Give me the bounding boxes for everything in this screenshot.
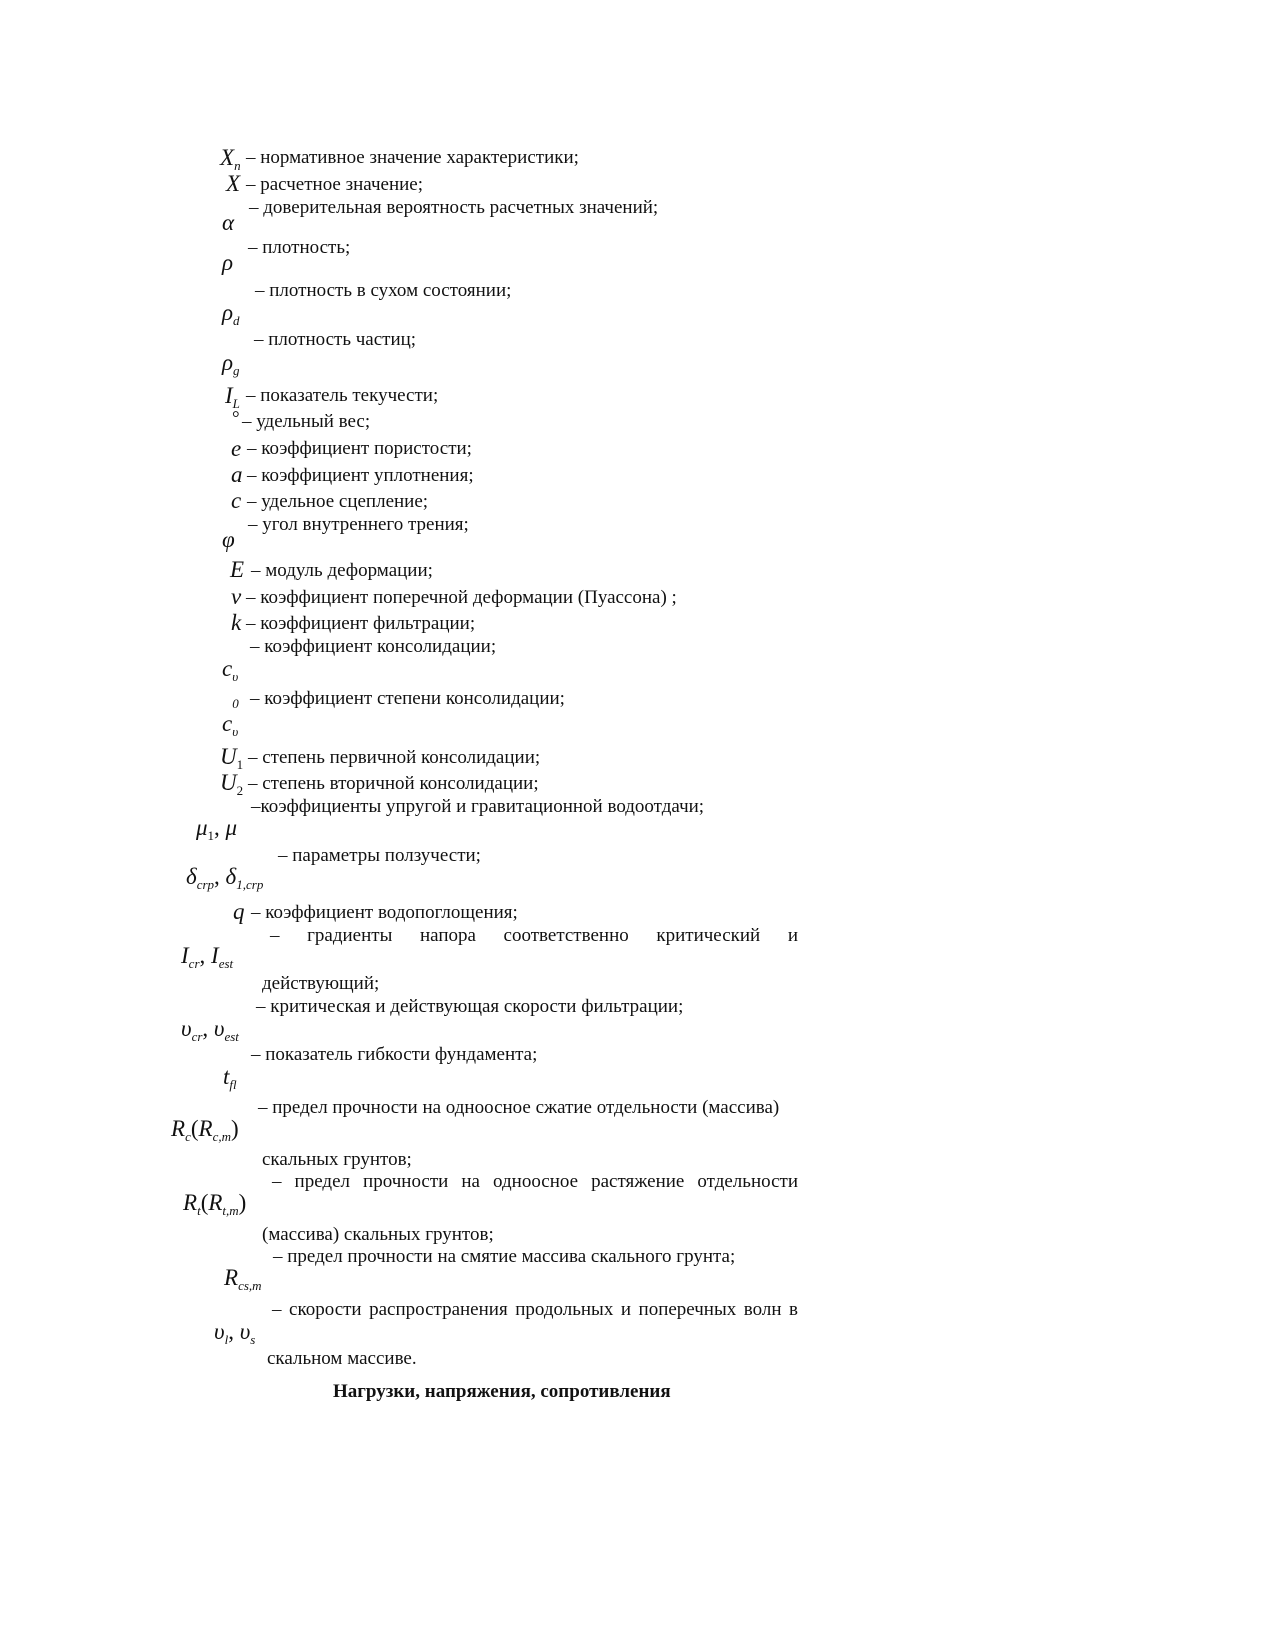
definition-text: – коэффициент фильтрации; [246, 613, 476, 634]
definition-text: – модуль деформации; [251, 560, 433, 581]
symbol-phi: φ [222, 527, 235, 552]
symbol-rho: ρ [222, 250, 234, 275]
definition-text: – скорости распространения продольных и поперечных волн в [272, 1299, 798, 1320]
symbol-x: X [226, 171, 241, 196]
definition-text: – коэффициент водопоглощения; [251, 902, 518, 923]
symbol-a: a [231, 462, 243, 487]
definition-text: – доверительная вероятность расчетных значений; [249, 197, 659, 218]
definition-continuation: скальном массиве. [267, 1348, 417, 1369]
symbol-r-t: $R_t(R_{t,m})$ [183, 1190, 247, 1218]
symbol-mu: $\mu_1$, μ [196, 815, 238, 843]
definition-text: – параметры ползучести; [278, 845, 481, 866]
definition-text: – плотность; [248, 237, 351, 258]
symbol-specific-weight: ° [232, 408, 240, 429]
definition-text: – градиенты напора соответственно критический и [270, 925, 798, 946]
definition-continuation: (массива) скальных грунтов; [262, 1224, 494, 1245]
symbol-u1: $U_1$ [220, 744, 244, 772]
symbol-v-l-v-s: $\upsilon_l$, $\upsilon_s$ [214, 1319, 256, 1347]
symbol-c: c [231, 488, 242, 513]
definition-text: – коэффициент поперечной деформации (Пуассона) ; [246, 587, 677, 608]
definition-text: – предел прочности на смятие массива скального грунта; [273, 1246, 736, 1267]
symbol-i-cr-i-est: $I_{cr}$, $I_{est}$ [181, 943, 234, 971]
definition-text: – показатель гибкости фундамента; [251, 1044, 538, 1065]
definition-text: – удельный вес; [242, 411, 371, 432]
definition-text: – плотность в сухом состоянии; [255, 280, 512, 301]
symbol-t-fl: $t_{fl}$ [223, 1064, 237, 1092]
definition-text: – коэффициент пористости; [247, 438, 472, 459]
definition-text: – коэффициент степени консолидации; [250, 688, 565, 709]
symbol-delta-crp: $\delta_{crp}$, $\delta_{1,crp}$ [186, 864, 264, 892]
definition-text: – удельное сцепление; [247, 491, 429, 512]
symbol-x-n: $X_n$ [220, 145, 241, 173]
symbol-r-cs-m: $R_{cs,m}$ [224, 1265, 262, 1293]
definition-continuation: действующий; [262, 973, 380, 994]
definition-text: – коэффициент консолидации; [250, 636, 497, 657]
symbol-rho-d: $\rho_d$ [222, 300, 240, 328]
definition-text: – предел прочности на одноосное растяжение отдельности [272, 1171, 798, 1192]
symbol-q: q [233, 899, 245, 924]
definition-text: – показатель текучести; [246, 385, 439, 406]
symbol-alpha: α [222, 210, 235, 235]
definition-text: – степень первичной консолидации; [248, 747, 541, 768]
symbol-i-l: $I_L$ [225, 383, 240, 411]
symbol-rho-g: $\rho_g$ [222, 350, 240, 378]
definition-text: – расчетное значение; [246, 174, 423, 195]
symbol-v-cr-v-est: $\upsilon_{cr}$, $\upsilon_{est}$ [181, 1016, 239, 1044]
definition-text: – нормативное значение характеристики; [246, 147, 579, 168]
definition-continuation: скальных грунтов; [262, 1149, 412, 1170]
definition-text: – степень вторичной консолидации; [248, 773, 539, 794]
symbol-r-c: $R_c(R_{c,m})$ [171, 1116, 239, 1144]
section-heading: Нагрузки, напряжения, сопротивления [333, 1381, 671, 1402]
definition-text: – критическая и действующая скорости фильтрации; [256, 996, 684, 1017]
definition-text: – угол внутреннего трения; [248, 514, 469, 535]
symbol-v: v [231, 584, 242, 609]
definition-text: – коэффициент уплотнения; [247, 465, 474, 486]
definition-text: – предел прочности на одноосное сжатие отдельности (массива) [258, 1097, 780, 1118]
definition-text: –коэффициенты упругой и гравитационной водоотдачи; [251, 796, 705, 817]
symbol-c-v-0: $c_\upsilon$ 0 [222, 696, 239, 739]
symbol-c-v: $c_\upsilon$ [222, 656, 239, 684]
symbol-e-modulus: E [230, 557, 245, 582]
symbol-u2: $U_2$ [220, 770, 244, 798]
symbol-k: k [231, 610, 242, 635]
symbol-e: e [231, 436, 242, 461]
definition-text: – плотность частиц; [254, 329, 417, 350]
